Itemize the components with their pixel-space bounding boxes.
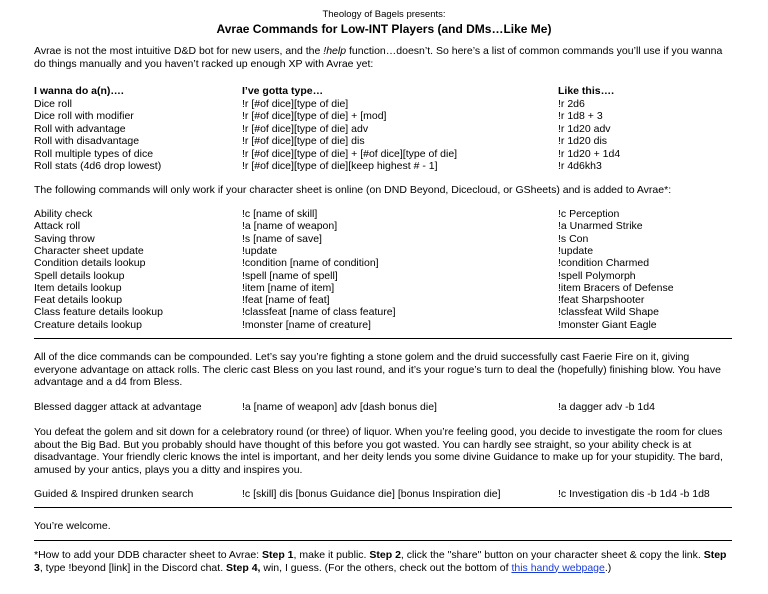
cell-example: !condition Charmed [558, 257, 650, 270]
cell-command: !a [name of weapon] adv [dash bonus die] [242, 401, 437, 413]
cell-example: !r 4d6kh3 [558, 160, 602, 172]
cell-action: Ability check [34, 208, 93, 220]
cell-action: Roll multiple types of dice [34, 147, 154, 160]
webpage-link[interactable]: this handy webpage [511, 561, 605, 574]
golem-paragraph: You defeat the golem and sit down for a celebratory round (or three) of liquor. When you’re feeling good, you decide to investigate the room for clues about the Big Bad. But you probably should have thought of this before you got wasted. You can hardly see straight, so your ability check is at disadvantage. Your friendly cleric knows the intel is important, and her deity lends you some divine Guidance to make up for your stupidity. The bard, amused by your antics, plays you a ditty and inspires you. [34, 426, 723, 476]
step-label: Step 2 [369, 549, 401, 561]
cell-example: !r 2d6 [558, 97, 585, 110]
cell-example: !update [558, 244, 594, 257]
compound-paragraph: All of the dice commands can be compounded. Let’s say you’re fighting a stone golem and the druid successfully cast Faerie Fire on it, giving everyone advantage on attack rolls. The cleric cast Bless on you last round, and it’s your rogue’s turn to deal the (hopefully) finishing blow. You have advantage and a d4 from Bless. [34, 351, 722, 388]
col-header-example: Like this…. [558, 85, 615, 97]
table-row [0, 123, 768, 136]
cell-command: !update [242, 244, 278, 257]
step-label: Step 3 [34, 549, 727, 574]
cell-command: !classfeat [name of class feature] [242, 306, 396, 319]
cell-action: Character sheet update [34, 244, 144, 257]
cell-example: !a Unarmed Strike [558, 220, 643, 233]
cell-example: !s Con [558, 232, 589, 245]
intro-text-1: Avrae is not the most intuitive D&D bot for new users, and the [34, 45, 324, 57]
cell-command: !c [skill] dis [bonus Guidance die] [bonus Inspiration die] [242, 488, 501, 500]
cell-command: !feat [name of feat] [242, 294, 330, 307]
help-command: !help [323, 45, 347, 57]
cell-action: Spell details lookup [34, 269, 125, 282]
cell-command: !r [#of dice][type of die][keep highest # - 1] [242, 160, 438, 172]
footnote-text: , type !beyond [link] in the Discord chat. [39, 561, 227, 574]
cell-action: Dice roll [34, 97, 72, 110]
cell-command: !r [#of dice][type of die] + [mod] [242, 110, 387, 122]
cell-example: !a dagger adv -b 1d4 [558, 401, 655, 413]
cell-command: !r [#of dice][type of die] dis [242, 135, 365, 147]
table-row [0, 220, 768, 233]
cell-action: Guided & Inspired drunken search [34, 488, 194, 500]
online-note: The following commands will only work if your character sheet is online (on DND Beyond, Dicecloud, or GSheets) and is added to Avrae*: [34, 184, 672, 196]
cell-example: !r 1d20 + 1d4 [558, 147, 621, 160]
cell-action: Attack roll [34, 220, 81, 233]
footnote-text: .) [604, 561, 612, 574]
footnote-text: *How to add your DDB character sheet to Avrae: [34, 549, 263, 561]
table-row [0, 306, 768, 319]
table-row [0, 319, 768, 332]
cell-command: !r [#of dice][type of die] + [#of dice][type of die] [242, 147, 458, 160]
cell-action: Dice roll with modifier [34, 110, 134, 122]
cell-example: !r 1d20 adv [558, 122, 611, 135]
cell-example: !item Bracers of Defense [558, 281, 674, 294]
table-row [0, 294, 768, 307]
cell-action: Roll with disadvantage [34, 135, 140, 147]
cell-example: !r 1d20 dis [558, 135, 608, 147]
table-row [0, 233, 768, 246]
cell-example: !spell Polymorph [558, 269, 636, 282]
example-row [0, 488, 768, 501]
footnote-text: , click the "share" button on your character sheet & copy the link. [400, 549, 704, 561]
table1-header-row [0, 85, 768, 98]
cell-command: !r [#of dice][type of die] adv [242, 122, 369, 135]
cell-action: Condition details lookup [34, 257, 146, 270]
cell-action: Blessed dagger attack at advantage [34, 401, 202, 413]
cell-example: !c Investigation dis -b 1d4 -b 1d8 [558, 488, 710, 500]
cell-command: !a [name of weapon] [242, 220, 338, 233]
cell-example: !classfeat Wild Shape [558, 306, 659, 319]
intro-text-2: function…doesn’t. So here’s a list of common commands you’ll use if you wanna do things manually and you haven’t racked up enough XP with Avrae yet: [34, 45, 723, 70]
table-row [0, 110, 768, 123]
table-row [0, 282, 768, 295]
cell-example: !feat Sharpshooter [558, 294, 645, 307]
col-header-command: I’ve gotta type… [242, 85, 324, 97]
table-row [0, 135, 768, 148]
table-row [0, 245, 768, 258]
table-row [0, 160, 768, 173]
cell-action: Feat details lookup [34, 294, 123, 307]
footnote-text: , make it public. [293, 549, 370, 561]
cell-command: !condition [name of condition] [242, 257, 379, 270]
cell-action: Roll with advantage [34, 122, 126, 135]
table-row [0, 270, 768, 283]
cell-command: !s [name of save] [242, 232, 322, 245]
cell-action: Item details lookup [34, 281, 122, 294]
cell-example: !monster Giant Eagle [558, 318, 657, 331]
table-row [0, 208, 768, 221]
section-divider [34, 338, 732, 339]
cell-command: !r [#of dice][type of die] [242, 97, 349, 110]
welcome-text: You’re welcome. [34, 520, 111, 532]
step-label: Step 4, [226, 561, 261, 574]
cell-command: !spell [name of spell] [242, 269, 338, 282]
footnote-text: win, I guess. (For the others, check out the bottom of [260, 561, 512, 574]
cell-action: Roll stats (4d6 drop lowest) [34, 160, 162, 172]
cell-action: Saving throw [34, 232, 95, 245]
cell-example: !c Perception [558, 208, 620, 220]
document-title: Avrae Commands for Low-INT Players (and DMs…Like Me) [216, 22, 552, 36]
example-row [0, 401, 768, 414]
intro-paragraph [34, 45, 734, 70]
presenter-line: Theology of Bagels presents: [322, 9, 446, 20]
cell-action: Class feature details lookup [34, 306, 163, 319]
col-header-action: I wanna do a(n)…. [34, 85, 124, 97]
cell-command: !c [name of skill] [242, 208, 318, 220]
cell-command: !monster [name of creature] [242, 318, 371, 331]
table-row [0, 257, 768, 270]
table-row [0, 98, 768, 111]
section-divider [34, 507, 732, 508]
footnote [34, 549, 734, 574]
section-divider [34, 540, 732, 541]
cell-example: !r 1d8 + 3 [558, 110, 603, 122]
step-label: Step 1 [262, 549, 294, 561]
table-row [0, 148, 768, 161]
cell-command: !item [name of item] [242, 281, 335, 294]
cell-action: Creature details lookup [34, 318, 142, 331]
